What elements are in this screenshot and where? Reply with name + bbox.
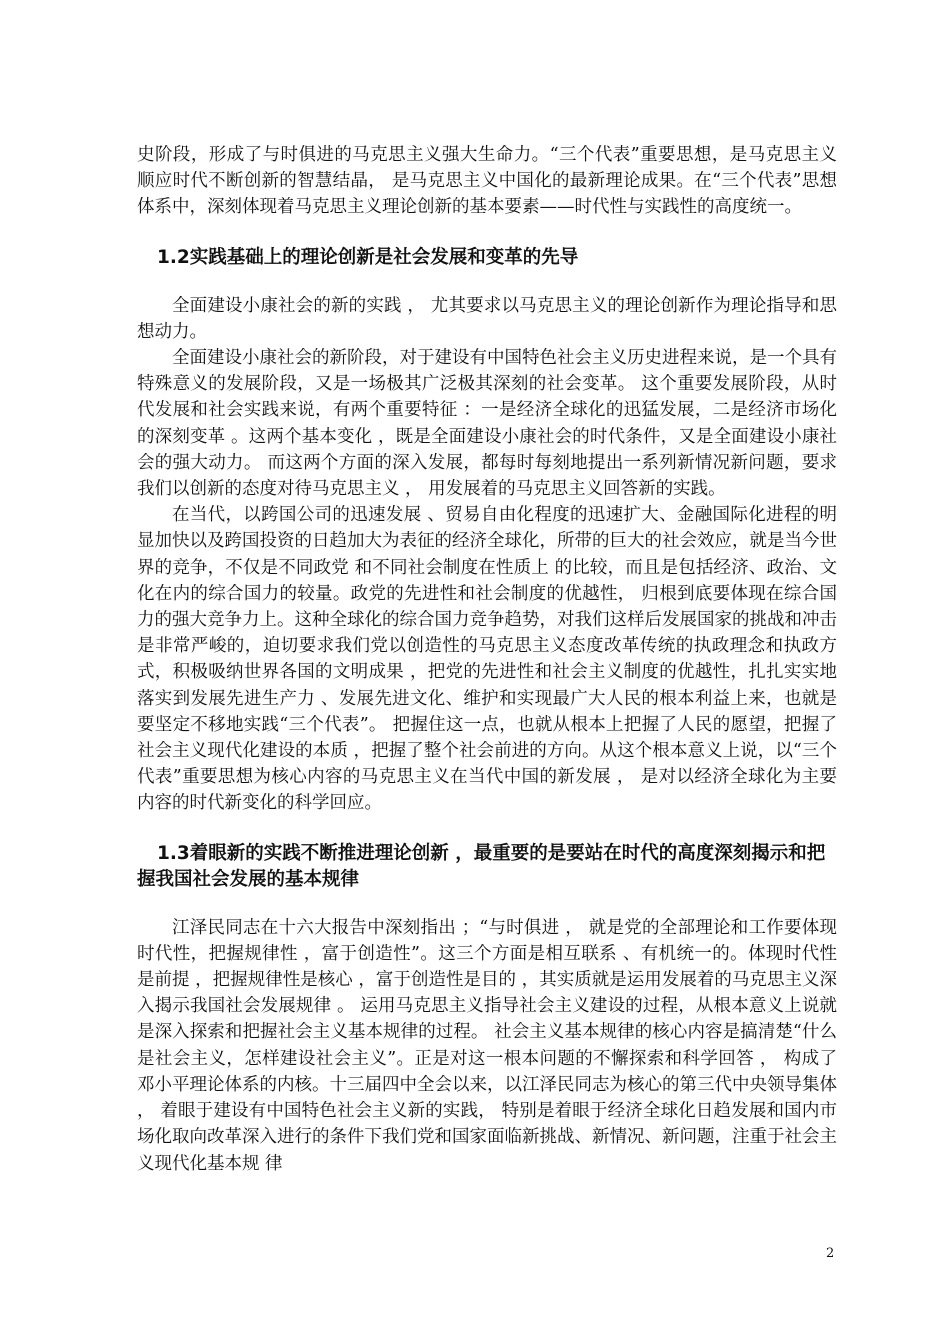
paragraph-3: 在当代，以跨国公司的迅速发展 、贸易自由化程度的迅速扩大、金融国际化进程的明显加快以及跨国投资的日趋加大为表征的经济全球化，所带的巨大的社会效应，就是当今世界的竞争，不仅是不同政党 和不同社会制度在性质上 的比较，而且是包括经济、政治、文化在内的综合国力的较量。政党的先进性和社会制度的优越性， 归根到底要体现在综合国力的强大竞争力上。这种全球化的综合国力竞争趋势，对我们这样后发展国家的挑战和冲击是非常严峻的，迫切要求我们党以创造性的马克思主义态度改革传统的执政理念和执政方式，积极吸纳世界各国的文明成果 ，把党的先进性和社会主义制度的优越性，扎扎实实地落实到发展先进生产力 、发展先进文化、维护和实现最广大人民的根本利益上来，也就是要坚定不移地实践“三个代表”。 把握住这一点，也就从根本上把握了人民的愿望，把握了社会主义现代化建设的本质 ，把握了整个社会前进的方向。从这个根本意义上说，以“三个代表”重要思想为核心内容的马克思主义在当代中国的新发展 ， 是对以经济全球化为主要内容的时代新变化的科学回应。 [137, 505, 837, 814]
paragraph-1: 全面建设小康社会的新的实践 ， 尤其要求以马克思主义的理论创新作为理论指导和思想动力。 [137, 295, 837, 342]
section-heading-1-2: 1.2实践基础上的理论创新是社会发展和变革的先导 [157, 246, 579, 268]
document-page [137, 142, 837, 1177]
paragraph-continued: 史阶段，形成了与时俱进的马克思主义强大生命力。“三个代表”重要思想，是马克思主义顺应时代不断创新的智慧结晶， 是马克思主义中国化的最新理论成果。在“三个代表”思想体系中，深刻体现着马克思主义理论创新的基本要素——时代性与实践性的高度统一。 [137, 145, 837, 218]
section-heading-1-3: 1.3着眼新的实践不断推进理论创新 ，最重要的是要站在时代的高度深刻揭示和把握我国社会发展的基本规律 [137, 842, 826, 890]
paragraph-4: 江泽民同志在十六大报告中深刻指出 ；“与时俱进 ， 就是党的全部理论和工作要体现时代性，把握规律性 ，富于创造性”。这三个方面是相互联系 、有机统一的。体现时代性是前提 ，把握规律性是核心 ，富于创造性是目的 ，其实质就是运用发展着的马克思主义深入揭示我国社会发展规律 。 运用马克思主义指导社会主义建设的过程，从根本意义上说就是深入探索和把握社会主义基本规律的过程。 社会主义基本规律的核心内容是搞清楚“什么是社会主义，怎样建设社会主义”。正是对这一根本问题的不懈探索和科学回答 ， 构成了邓小平理论体系的内核。十三届四中全会以来，以江泽民同志为核心的第三代中央领导集体 ， 着眼于建设有中国特色社会主义新的实践， 特别是着眼于经济全球化日趋发展和国内市场化取向改革深入进行的条件下我们党和国家面临新挑战、新情况、新问题，注重于社会主义现代化基本规 律 [137, 917, 837, 1174]
page-number: 2 [826, 1246, 835, 1261]
paragraph-2: 全面建设小康社会的新阶段，对于建设有中国特色社会主义历史进程来说，是一个具有特殊意义的发展阶段，又是一场极其广泛极其深刻的社会变革。 这个重要发展阶段，从时代发展和社会实践来说，有两个重要特征 ：一是经济全球化的迅猛发展，二是经济市场化的深刻变革 。这两个基本变化 ，既是全面建设小康社会的时代条件，又是全面建设小康社会的强大动力。 而这两个方面的深入发展，都每时每刻地提出一系列新情况新问题，要求我们以创新的态度对待马克思主义 ， 用发展着的马克思主义回答新的实践。 [137, 348, 837, 500]
